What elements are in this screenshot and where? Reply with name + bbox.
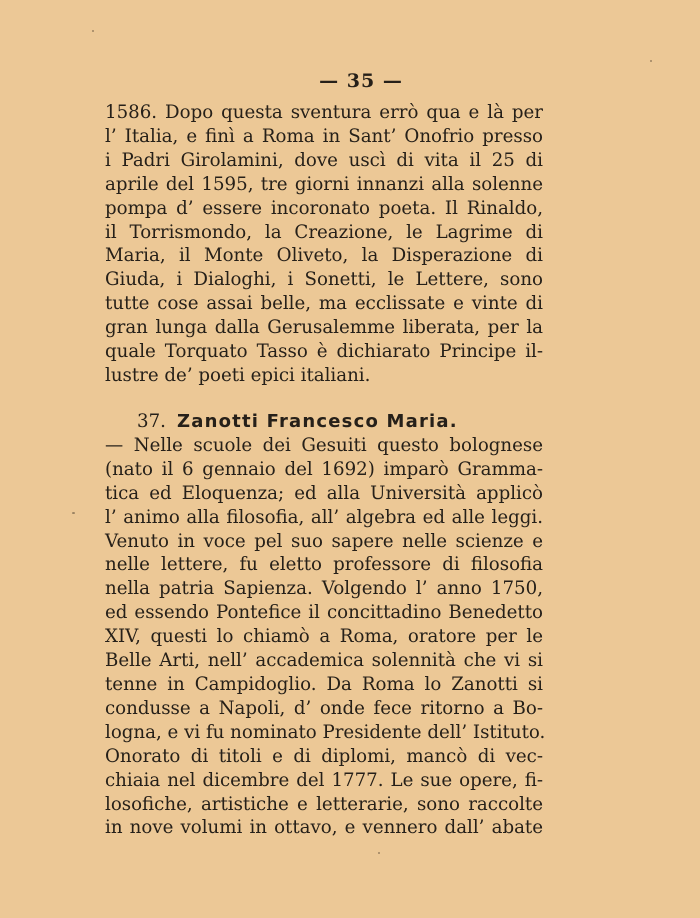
text-line: chiaia nel dicembre del 1777. Le sue opere, fi- (105, 769, 543, 791)
text-line: ed essendo Pontefice il concittadino Benedetto (105, 602, 543, 624)
page-number: — 35 — (319, 70, 403, 92)
text-line: losofiche, artistiche e letterarie, sono raccolte (105, 793, 543, 815)
text-line: Giuda, i Dialoghi, i Sonetti, le Lettere, sono (105, 269, 543, 291)
text-line: Onorato di titoli e di diplomi, mancò di vec- (105, 745, 543, 767)
text-line: in nove volumi in ottavo, e vennero dall’ abate (105, 817, 543, 839)
paragraph-tasso (105, 101, 543, 388)
text-line: — Nelle scuole dei Gesuiti questo bolognese (105, 434, 543, 456)
text-line: i Padri Girolamini, dove uscì di vita il 25 di (105, 149, 543, 171)
entry-zanotti (105, 410, 546, 840)
text-line: nelle lettere, fu eletto professore di filosofia (105, 554, 543, 576)
entry-number: 37. (137, 411, 166, 432)
text-line: quale Torquato Tasso è dichiarato Principe il- (105, 341, 543, 363)
paper-speck (92, 30, 94, 32)
text-line: tenne in Campidoglio. Da Roma lo Zanotti si (105, 673, 543, 695)
entry-heading: Zanotti Francesco Maria. (177, 411, 458, 432)
text-line: tutte cose assai belle, ma ecclissate e vinte di (105, 293, 543, 315)
paper-speck (650, 60, 652, 62)
text-line: 1586. Dopo questa sventura errò qua e là per (105, 102, 543, 123)
text-line: Belle Arti, nell’ accademica solennità che vi si (105, 650, 543, 672)
entry-heading-line (105, 410, 543, 434)
paper-speck (72, 512, 75, 514)
text-line: nella patria Sapienza. Volgendo l’ anno 1750, (105, 578, 543, 600)
text-line: XIV, questi lo chiamò a Roma, oratore per le (105, 626, 543, 648)
text-line: l’ animo alla filosofia, all’ algebra ed alle leggi. (105, 506, 543, 528)
text-line: Venuto in voce pel suo sapere nelle scienze e (105, 530, 543, 552)
text-line: (nato il 6 gennaio del 1692) imparò Gramma- (105, 458, 543, 480)
text-line: l’ Italia, e finì a Roma in Sant’ Onofrio presso (105, 125, 543, 147)
text-line: logna, e vi fu nominato Presidente dell’ Istituto. (105, 721, 546, 743)
text-line: Maria, il Monte Oliveto, la Disperazione di (105, 245, 543, 267)
text-line: condusse a Napoli, d’ onde fece ritorno a Bo- (105, 697, 543, 719)
text-line: il Torrismondo, la Creazione, le Lagrime di (105, 221, 543, 243)
text-line: gran lunga dalla Gerusalemme liberata, per la (105, 317, 543, 339)
paper-speck (378, 852, 380, 854)
text-line: tica ed Eloquenza; ed alla Università applicò (105, 482, 543, 504)
text-line: pompa d’ essere incoronato poeta. Il Rinaldo, (105, 197, 543, 219)
text-line: aprile del 1595, tre giorni innanzi alla solenne (105, 173, 543, 195)
text-line: lustre de’ poeti epici italiani. (105, 364, 371, 386)
